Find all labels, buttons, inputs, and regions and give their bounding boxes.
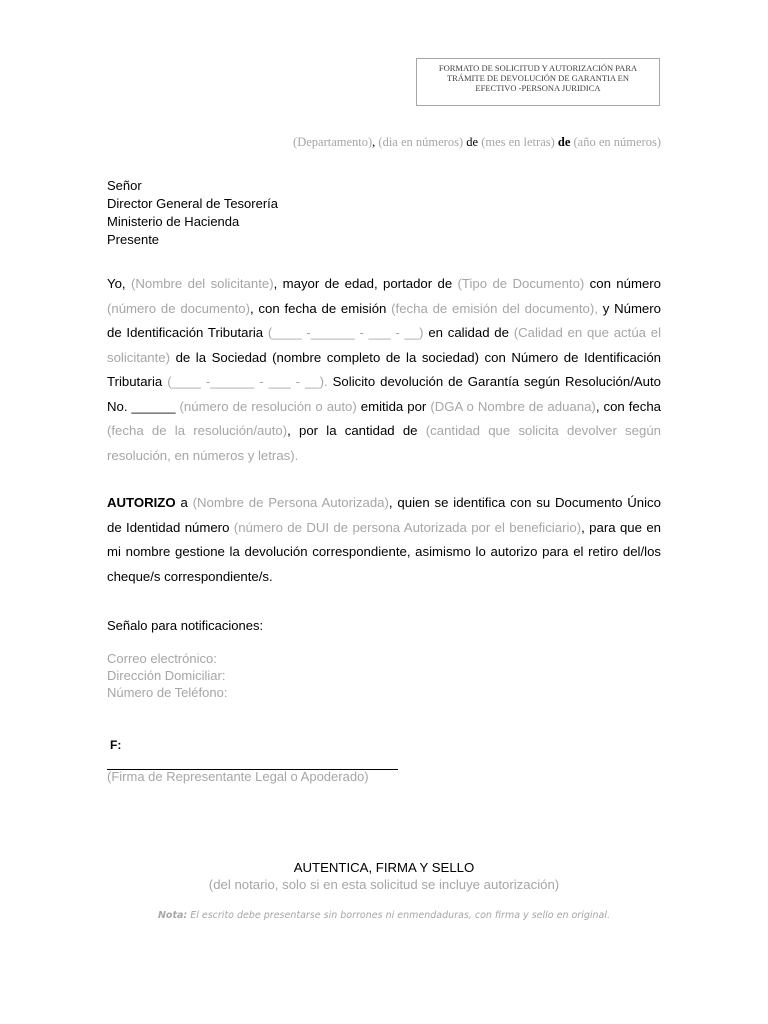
note-label: Nota:	[157, 910, 188, 921]
company-nit-placeholder: (____ -______ - ___ - __).	[167, 374, 328, 389]
addressee-title: Director General de Tesorería	[107, 196, 279, 211]
p1-text-3: con número	[584, 276, 662, 291]
form-title-box	[416, 58, 660, 106]
addressee-salutation: Señor	[107, 178, 142, 193]
date-line	[293, 135, 661, 150]
address-label: Dirección Domiciliar:	[107, 668, 226, 683]
issue-date-placeholder: (fecha de emisión del documento),	[391, 300, 598, 316]
addressee-ministry: Ministerio de Hacienda	[107, 214, 240, 229]
year-placeholder: (año en números)	[573, 135, 661, 149]
phone-label: Número de Teléfono:	[107, 685, 228, 700]
form-title-line-1: FORMATO DE SOLICITUD Y AUTORIZACIÓN PARA	[438, 63, 638, 73]
capacity-placeholder: (Calidad en que actúa el solicitante)	[107, 325, 661, 365]
date-de-1: de	[463, 135, 482, 149]
signature-caption: (Firma de Representante Legal o Apoderado)	[107, 769, 369, 784]
addressee-presente: Presente	[107, 232, 160, 247]
dui-number-placeholder: (número de DUI de persona Autorizada por el beneficiario)	[233, 519, 582, 535]
request-paragraph	[107, 272, 661, 468]
customs-office-placeholder: (DGA o Nombre de aduana)	[430, 398, 596, 414]
nit-placeholder: (____ -______ - ___ - __)	[267, 325, 424, 340]
date-de-2: de	[554, 135, 574, 149]
authorized-person-placeholder: (Nombre de Persona Autorizada)	[192, 495, 389, 510]
document-type-placeholder: (Tipo de Documento)	[457, 276, 585, 291]
p1-text-8: Solicito devolución de Garantía según Resolución/Auto No. ______	[107, 374, 661, 414]
applicant-name-placeholder: (Nombre del solicitante)	[130, 276, 274, 291]
notifications-heading: Señalo para notificaciones:	[107, 618, 264, 633]
document-number-placeholder: (número de documento)	[107, 300, 250, 316]
p1-text-11: , por la cantidad de	[287, 423, 426, 438]
signature-f-label: F:	[110, 738, 122, 752]
p1-text-6: en calidad de	[423, 325, 514, 340]
authentication-title: AUTENTICA, FIRMA Y SELLO	[293, 860, 475, 875]
date-separator: ,	[372, 135, 379, 149]
p1-text-5: y Número de Identificación Tributaria	[107, 300, 661, 340]
p1-text-4: , con fecha de emisión	[249, 300, 392, 316]
day-placeholder: (dia en números)	[378, 135, 464, 149]
resolution-date-placeholder: (fecha de la resolución/auto)	[107, 423, 288, 438]
month-placeholder: (mes en letras)	[481, 135, 555, 149]
resolution-number-placeholder: (número de resolución o auto)	[179, 398, 357, 414]
autorizo-label: AUTORIZO	[107, 495, 176, 510]
form-title-line-2: TRÁMITE DE DEVOLUCIÓN DE GARANTIA EN	[446, 73, 630, 83]
contact-block	[107, 650, 227, 701]
authorization-paragraph	[107, 491, 661, 589]
authentication-subtitle: (del notario, solo si en esta solicitud se incluye autorización)	[208, 877, 560, 892]
department-placeholder: (Departamento)	[293, 135, 373, 149]
p1-text-7: de la Sociedad (nombre completo de la sociedad) con Número de Identificación Tributaria	[107, 349, 661, 389]
form-title-line-3: EFECTIVO -PERSONA JURIDICA	[475, 83, 601, 93]
addressee-block	[107, 177, 278, 249]
note-text: El escrito debe presentarse sin borrones ni enmendaduras, con firma y sello en original.	[187, 910, 611, 921]
p2-text-2: , quien se identifica con su Documento Único de Identidad número	[107, 495, 661, 535]
p2-text-3: , para que en mi nombre gestione la devolución correspondiente, asimismo lo autorizo para el retiro del/los cheque/s correspondiente/s.	[107, 519, 661, 584]
email-label: Correo electrónico:	[107, 651, 217, 666]
p2-text-1: a	[175, 495, 193, 510]
amount-placeholder: (cantidad que solicita devolver según resolución, en números y letras).	[107, 423, 661, 463]
p1-text-9: emitida por	[356, 398, 431, 414]
footer-note	[0, 910, 768, 921]
p1-text-1: Yo,	[107, 276, 131, 291]
p1-text-10: , con fecha	[595, 398, 661, 414]
p1-text-2: , mayor de edad, portador de	[273, 276, 458, 291]
